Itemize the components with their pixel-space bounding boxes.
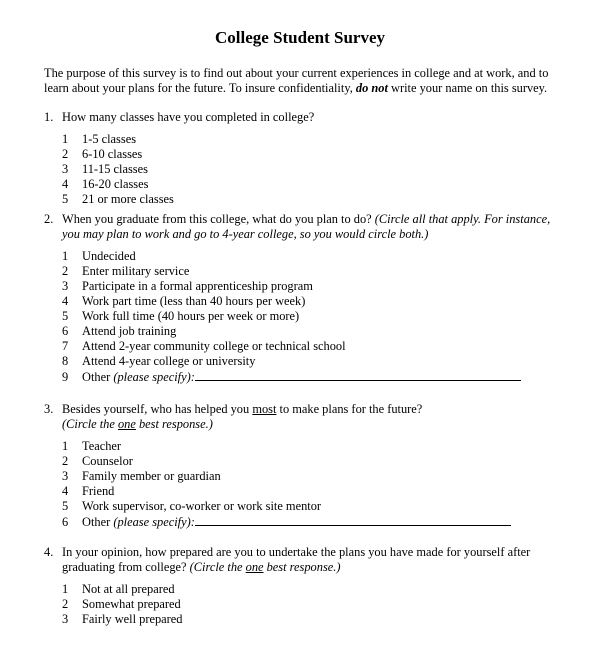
option-item[interactable] <box>62 294 550 309</box>
option-item[interactable] <box>62 484 511 499</box>
other-specify-line[interactable] <box>195 369 521 381</box>
option-label: Counselor <box>82 454 133 468</box>
intro-paragraph <box>44 66 564 96</box>
question-stem-cont <box>44 560 530 575</box>
option-item[interactable] <box>62 454 511 469</box>
option-number: 3 <box>62 469 69 483</box>
option-number: 2 <box>62 147 69 161</box>
option-item[interactable] <box>62 132 314 147</box>
option-item[interactable] <box>62 339 550 354</box>
option-label: Other <box>82 370 114 384</box>
question-1 <box>44 110 314 207</box>
option-number: 2 <box>62 264 69 278</box>
intro-line-1: The purpose of this survey is to find out about your current experiences in college and at work, and to <box>44 66 549 80</box>
option-label: Work part time (less than 40 hours per week) <box>82 294 306 308</box>
instruction-text-end: best response.) <box>135 417 213 431</box>
option-number: 5 <box>62 499 69 513</box>
question-text: How many classes have you completed in college? <box>62 110 315 124</box>
option-item[interactable] <box>62 439 511 454</box>
option-label: Somewhat prepared <box>82 597 181 611</box>
option-number: 4 <box>62 177 69 191</box>
option-number: 6 <box>62 324 69 338</box>
question-number: 3. <box>44 402 54 416</box>
question-instruction: (Circle all that apply. For instance, <box>374 212 551 226</box>
question-text: In your opinion, how prepared are you to undertake the plans you have made for yourself after <box>62 545 531 559</box>
option-item[interactable] <box>62 582 530 597</box>
option-item[interactable] <box>62 249 550 264</box>
option-label: Undecided <box>82 249 136 263</box>
option-label: 16-20 classes <box>82 177 149 191</box>
option-item[interactable] <box>62 597 530 612</box>
other-specify-line[interactable] <box>195 514 511 526</box>
option-number: 1 <box>62 249 69 263</box>
question-stem <box>44 110 314 125</box>
question-text: Besides yourself, who has helped you <box>62 402 253 416</box>
option-label: Attend job training <box>82 324 177 338</box>
question-number: 4. <box>44 545 54 559</box>
option-label: Not at all prepared <box>82 582 175 596</box>
option-item[interactable] <box>62 279 550 294</box>
intro-line-2 <box>44 81 564 96</box>
option-item[interactable] <box>62 192 314 207</box>
question-text-cont: graduating from college? <box>62 560 190 574</box>
options-list <box>44 249 550 385</box>
option-label: 6-10 classes <box>82 147 143 161</box>
options-list <box>44 582 530 627</box>
option-item[interactable] <box>62 309 550 324</box>
option-number: 6 <box>62 515 69 529</box>
option-number: 2 <box>62 597 69 611</box>
intro-text: learn about your plans for the future. To insure confidentiality, <box>44 81 356 95</box>
option-number: 4 <box>62 294 69 308</box>
option-item[interactable] <box>62 177 314 192</box>
option-number: 5 <box>62 192 69 206</box>
option-number: 3 <box>62 612 69 626</box>
option-label: 11-15 classes <box>82 162 148 176</box>
option-item[interactable] <box>62 369 550 385</box>
option-item[interactable] <box>62 469 511 484</box>
option-item[interactable] <box>62 264 550 279</box>
option-number: 1 <box>62 132 69 146</box>
question-instruction <box>44 417 511 432</box>
option-item[interactable] <box>62 354 550 369</box>
instruction-emphasis: one <box>117 417 136 431</box>
option-number: 1 <box>62 582 69 596</box>
question-emphasis: most <box>252 402 277 416</box>
question-2 <box>44 212 550 385</box>
instruction-emphasis: one <box>245 560 264 574</box>
question-instruction-cont: you may plan to work and go to 4-year college, so you would circle both.) <box>62 227 429 241</box>
option-label: Other <box>82 515 114 529</box>
option-label: Attend 4-year college or university <box>82 354 256 368</box>
option-item[interactable] <box>62 147 314 162</box>
question-stem <box>44 545 530 560</box>
page-title: College Student Survey <box>215 28 385 47</box>
option-item[interactable] <box>62 514 511 530</box>
option-number: 4 <box>62 484 69 498</box>
option-number: 3 <box>62 279 69 293</box>
option-number: 3 <box>62 162 69 176</box>
option-label: Teacher <box>82 439 122 453</box>
question-number: 1. <box>44 110 54 124</box>
option-label: Attend 2-year community college or technical school <box>82 339 346 353</box>
option-label: Family member or guardian <box>82 469 221 483</box>
option-item[interactable] <box>62 162 314 177</box>
option-number: 8 <box>62 354 69 368</box>
option-number: 9 <box>62 370 69 384</box>
option-label: Participate in a formal apprenticeship program <box>82 279 313 293</box>
instruction-text: (Circle the <box>62 417 118 431</box>
option-number: 7 <box>62 339 69 353</box>
specify-hint: (please specify): <box>113 370 195 384</box>
options-list <box>44 132 314 207</box>
question-3 <box>44 402 511 530</box>
question-text-end: to make plans for the future? <box>276 402 423 416</box>
option-label: Fairly well prepared <box>82 612 183 626</box>
intro-emphasis: do not <box>355 81 388 95</box>
question-stem <box>44 402 511 417</box>
specify-hint: (please specify): <box>113 515 195 529</box>
option-label: 21 or more classes <box>82 192 174 206</box>
option-label: Work supervisor, co-worker or work site mentor <box>82 499 322 513</box>
option-item[interactable] <box>62 612 530 627</box>
question-text: When you graduate from this college, what do you plan to do? <box>62 212 375 226</box>
instruction-text-end: best response.) <box>263 560 341 574</box>
option-item[interactable] <box>62 324 550 339</box>
option-label: Work full time (40 hours per week or more) <box>82 309 300 323</box>
option-item[interactable] <box>62 499 511 514</box>
option-number: 1 <box>62 439 69 453</box>
option-label: 1-5 classes <box>82 132 137 146</box>
intro-text-end: write your name on this survey. <box>387 81 548 95</box>
option-number: 5 <box>62 309 69 323</box>
question-number: 2. <box>44 212 54 226</box>
instruction-text: (Circle the <box>189 560 246 574</box>
option-label: Friend <box>82 484 115 498</box>
options-list <box>44 439 511 530</box>
question-4 <box>44 545 530 627</box>
question-stem <box>44 212 550 227</box>
option-label: Enter military service <box>82 264 190 278</box>
option-number: 2 <box>62 454 69 468</box>
